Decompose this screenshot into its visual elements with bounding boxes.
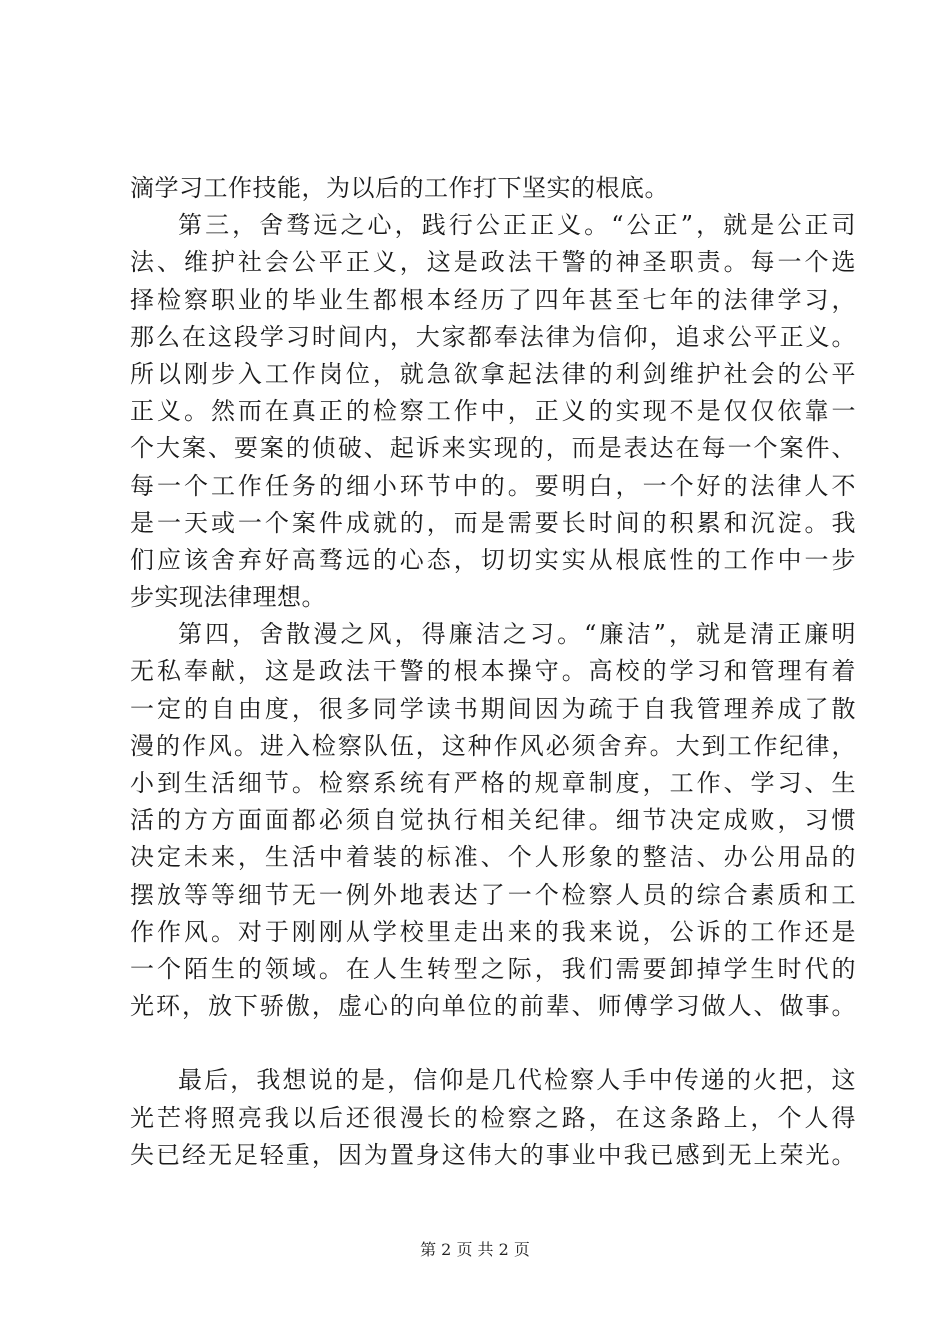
text-line: 第三，舍骛远之心，践行公正正义。“公正”，就是公正司 [178,211,856,240]
text-line: 每一个工作任务的细小环节中的。要明白，一个好的法律人不 [130,471,856,500]
text-line: 一个陌生的领域。在人生转型之际，我们需要卸掉学生时代的 [130,954,856,983]
text-line: 失已经无足轻重，因为置身这伟大的事业中我已感到无上荣光。 [130,1140,856,1169]
text-line: 决定未来，生活中着装的标准、个人形象的整洁、办公用品的 [130,843,856,872]
text-line: 那么在这段学习时间内，大家都奉法律为信仰，追求公平正义。 [130,322,856,351]
text-line: 们应该舍弃好高骛远的心态，切切实实从根底性的工作中一步 [130,545,856,574]
text-line: 是一天或一个案件成就的，而是需要长时间的积累和沉淀。我 [130,508,856,537]
text-line: 第四，舍散漫之风，得廉洁之习。“廉洁”，就是清正廉明 [178,620,856,649]
paragraph-fourth [130,616,856,1025]
text-line: 小到生活细节。检察系统有严格的规章制度，工作、学习、生 [130,769,856,797]
text-line: 所以刚步入工作岗位，就急欲拿起法律的利剑维护社会的公平 [130,359,856,388]
document-body [130,170,856,1174]
text-line: 一定的自由度，很多同学读书期间因为疏于自我管理养成了散 [130,694,856,723]
text-line: 正义。然而在真正的检察工作中，正义的实现不是仅仅依靠一 [130,397,856,426]
paragraph-spacer [130,1025,856,1062]
text-line: 活的方方面面都必须自觉执行相关纪律。细节决定成败，习惯 [130,806,856,835]
paragraph-continued [130,170,856,207]
text-line: 光环，放下骄傲，虚心的向单位的前辈、师傅学习做人、做事。 [130,992,856,1021]
text-line: 滴学习工作技能，为以后的工作打下坚实的根底。 [130,174,669,202]
text-line: 作作风。对于刚刚从学校里走出来的我来说，公诉的工作还是 [130,917,856,946]
text-line: 漫的作风。进入检察队伍，这种作风必须舍弃。大到工作纪律， [130,731,856,760]
text-line: 步实现法律理想。 [130,583,326,612]
page-number-footer: 第 2 页 共 2 页 [420,1240,530,1259]
text-line: 择检察职业的毕业生都根本经历了四年甚至七年的法律学习， [130,285,856,314]
text-line: 法、维护社会公平正义，这是政法干警的神圣职责。每一个选 [130,248,856,277]
text-line: 最后，我想说的是，信仰是几代检察人手中传递的火把，这 [178,1066,856,1095]
paragraph-third [130,207,856,616]
text-line: 个大案、要案的侦破、起诉来实现的，而是表达在每一个案件、 [130,434,856,463]
text-line: 光芒将照亮我以后还很漫长的检察之路，在这条路上，个人得 [130,1103,856,1132]
text-line: 摆放等等细节无一例外地表达了一个检察人员的综合素质和工 [130,880,856,909]
paragraph-final [130,1062,856,1174]
text-line: 无私奉献，这是政法干警的根本操守。高校的学习和管理有着 [130,657,856,686]
